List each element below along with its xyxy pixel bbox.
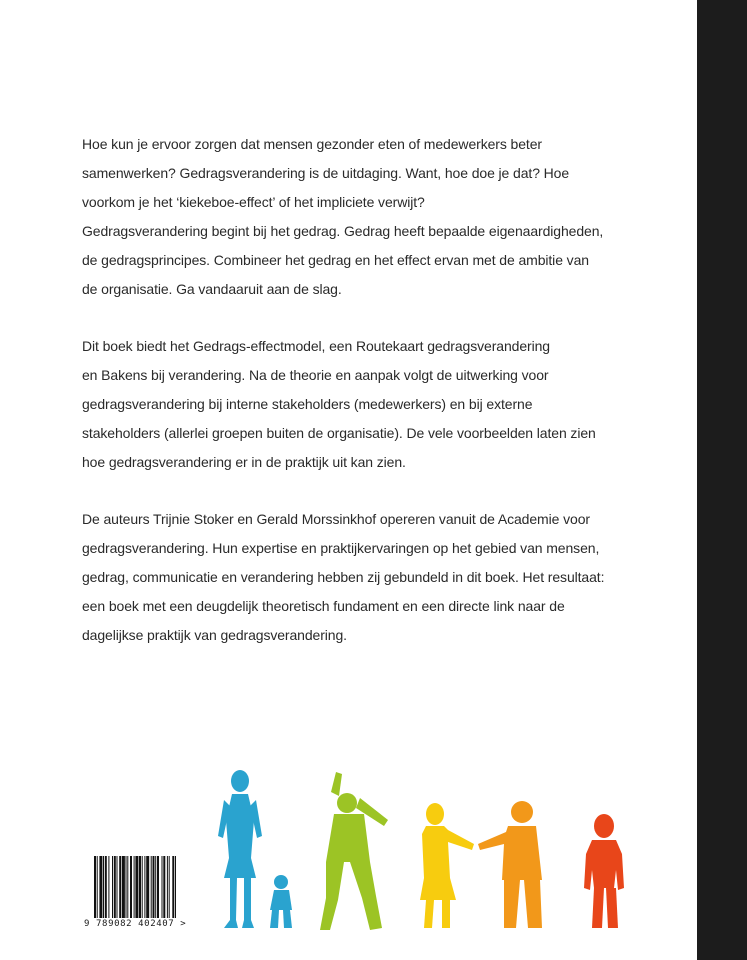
- text-line: voorkom je het ‘kiekeboe-effect’ of het impliciete verwijt?: [82, 194, 425, 210]
- woman-silhouette-icon: [218, 770, 262, 928]
- text-line: Hoe kun je ervoor zorgen dat mensen gezonder eten of medewerkers beter: [82, 136, 542, 152]
- text-line: de gedragsprincipes. Combineer het gedrag en het effect ervan met de ambitie van: [82, 252, 589, 268]
- text-line: en Bakens bij verandering. Na de theorie en aanpak volgt de uitwerking voor: [82, 367, 549, 383]
- text-line: Gedragsverandering begint bij het gedrag. Gedrag heeft bepaalde eigenaardigheden,: [82, 223, 604, 239]
- text-line: hoe gedragsverandering er in de praktijk uit kan zien.: [82, 454, 406, 470]
- back-cover-text: [82, 130, 627, 678]
- woman-pointing-silhouette-icon: [420, 803, 474, 928]
- text-line: samenwerken? Gedragsverandering is de uitdaging. Want, hoe doe je dat? Hoe: [82, 165, 570, 181]
- text-line: gedragsverandering. Hun expertise en praktijkervaringen op het gebied van mensen,: [82, 540, 600, 556]
- text-line: een boek met een deugdelijk theoretisch fundament en een directe link naar de: [82, 598, 565, 614]
- kid-silhouette-icon: [584, 814, 624, 928]
- paragraph-authors: [82, 505, 627, 650]
- people-silhouettes: [210, 770, 640, 940]
- book-spine: [697, 0, 747, 960]
- paragraph-intro: [82, 130, 627, 304]
- man-handshake-silhouette-icon: [478, 801, 542, 928]
- text-line: dagelijkse praktijk van gedragsverandering.: [82, 627, 347, 643]
- isbn-barcode: [84, 856, 206, 936]
- child-silhouette-icon: [270, 875, 292, 928]
- barcode-digits: 9 789082 402407 >: [84, 919, 187, 929]
- text-line: gedrag, communicatie en verandering hebben zij gebundeld in dit boek. Het resultaat:: [82, 569, 605, 585]
- barcode-bars: [94, 856, 200, 918]
- text-line: Dit boek biedt het Gedrags-effectmodel, een Routekaart gedragsverandering: [82, 338, 550, 354]
- text-line: gedragsverandering bij interne stakeholders (medewerkers) en bij externe: [82, 396, 533, 412]
- dancer-silhouette-icon: [320, 772, 388, 930]
- text-line: stakeholders (allerlei groepen buiten de organisatie). De vele voorbeelden laten zien: [82, 425, 596, 441]
- text-line: De auteurs Trijnie Stoker en Gerald Morssinkhof opereren vanuit de Academie voor: [82, 511, 590, 527]
- text-line: de organisatie. Ga vandaaruit aan de slag.: [82, 281, 342, 297]
- paragraph-book-content: [82, 332, 627, 477]
